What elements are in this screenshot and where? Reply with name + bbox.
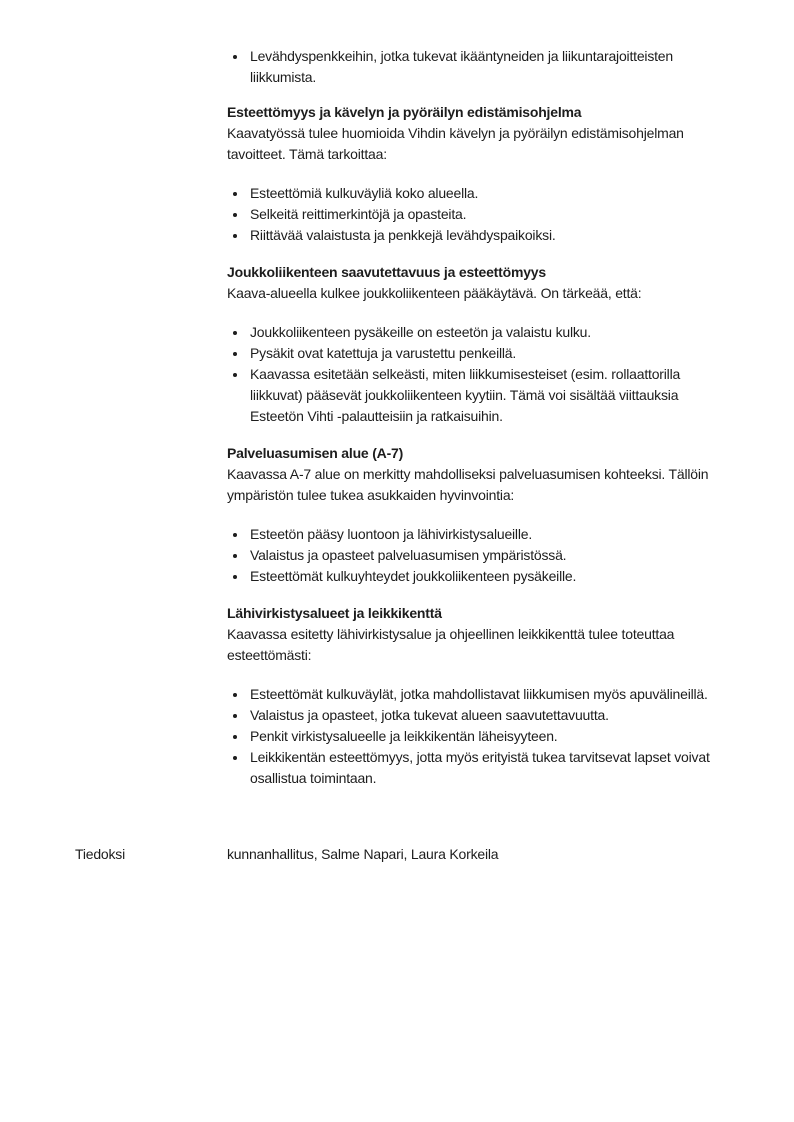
section-paragraph: Kaava-alueella kulkee joukkoliikenteen pääkäytävä. On tärkeää, että: <box>227 285 642 301</box>
bullet-item: • Penkit virkistysalueelle ja leikkikentän läheisyyteen. <box>248 726 727 747</box>
bullet-list <box>227 322 727 427</box>
bullet-item: • Kaavassa esitetään selkeästi, miten liikkumisesteiset (esim. rollaattorilla liikkuvat) pääsevät joukkoliikenteen kyytiin. Tämä voi sisältää viittauksia Esteetön Vihti -palautteisiin ja ratkaisuihin. <box>248 364 727 427</box>
heading-palveluasuminen: Palveluasumisen alue (A-7) <box>227 445 404 461</box>
heading-esteettomyys-ohjelma: Esteettömyys ja kävelyn ja pyöräilyn edistämisohjelma <box>227 104 582 120</box>
bullet-list <box>227 524 727 587</box>
heading-lahivirkistys: Lähivirkistysalueet ja leikkikenttä <box>227 605 442 621</box>
tiedoksi-row <box>75 844 498 865</box>
document-body <box>227 46 727 805</box>
bullet-item: • Leikkikentän esteettömyys, jotta myös erityistä tukea tarvitsevat lapset voivat osallistua toimintaan. <box>248 747 727 789</box>
bullet-item: • Riittävää valaistusta ja penkkejä levähdyspaikoiksi. <box>248 225 727 246</box>
section-paragraph: Kaavatyössä tulee huomioida Vihdin kävelyn ja pyöräilyn edistämisohjelman tavoitteet. Tämä tarkoittaa: <box>227 125 684 162</box>
bullet-item: • Esteettömät kulkuyhteydet joukkoliikenteen pysäkeille. <box>248 566 727 587</box>
heading-joukkoliikenne: Joukkoliikenteen saavutettavuus ja esteettömyys <box>227 264 546 280</box>
intro-bullet-list <box>227 46 727 88</box>
bullet-item: • Levähdyspenkkeihin, jotka tukevat ikääntyneiden ja liikuntarajoitteisten liikkumista. <box>248 46 727 88</box>
tiedoksi-recipients: kunnanhallitus, Salme Napari, Laura Korkeila <box>227 846 499 862</box>
tiedoksi-label: Tiedoksi <box>75 846 126 862</box>
bullet-item: • Pysäkit ovat katettuja ja varustettu penkeillä. <box>248 343 727 364</box>
bullet-item: • Valaistus ja opasteet palveluasumisen ympäristössä. <box>248 545 727 566</box>
bullet-item: • Esteettömät kulkuväylät, jotka mahdollistavat liikkumisen myös apuvälineillä. <box>248 684 727 705</box>
bullet-item: • Selkeitä reittimerkintöjä ja opasteita. <box>248 204 727 225</box>
bullet-list <box>227 684 727 789</box>
section-paragraph: Kaavassa A-7 alue on merkitty mahdolliseksi palveluasumisen kohteeksi. Tällöin ympäristön tulee tukea asukkaiden hyvinvointia: <box>227 466 709 503</box>
bullet-item: • Esteetön pääsy luontoon ja lähivirkistysalueille. <box>248 524 727 545</box>
bullet-list <box>227 183 727 246</box>
bullet-item: • Joukkoliikenteen pysäkeille on esteetön ja valaistu kulku. <box>248 322 727 343</box>
bullet-item: • Valaistus ja opasteet, jotka tukevat alueen saavutettavuutta. <box>248 705 727 726</box>
bullet-item: • Esteettömiä kulkuväyliä koko alueella. <box>248 183 727 204</box>
section-paragraph: Kaavassa esitetty lähivirkistysalue ja ohjeellinen leikkikenttä tulee toteuttaa esteettömästi: <box>227 626 675 663</box>
